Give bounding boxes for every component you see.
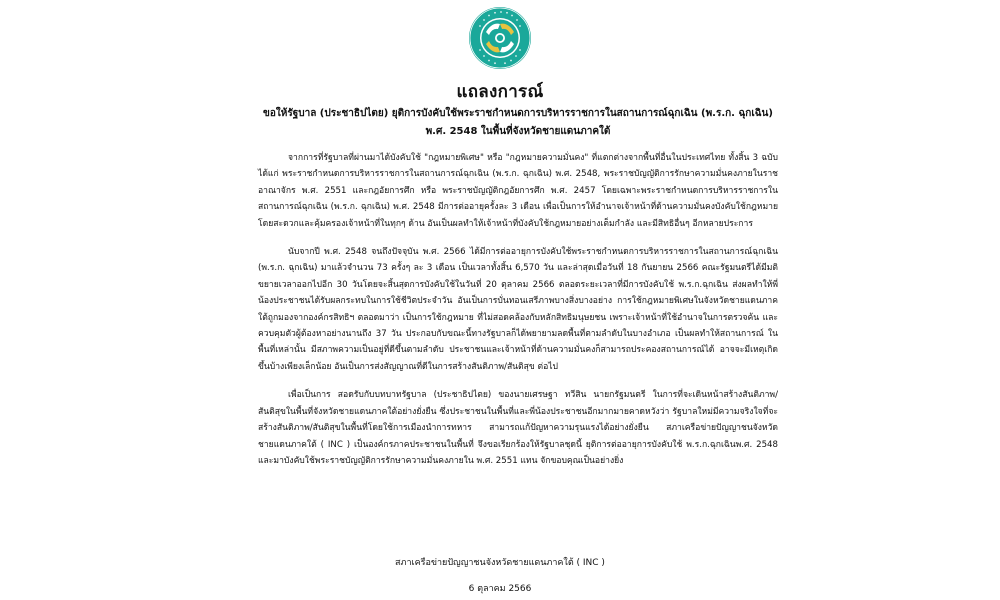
statement-date: 6 ตุลาคม 2566 (468, 584, 532, 594)
inc-network-logo-icon (468, 6, 532, 70)
page-title: แถลงการณ์ (456, 82, 544, 102)
statement-body (258, 150, 778, 481)
paragraph-1: จากการที่รัฐบาลที่ผ่านมาได้บังคับใช้ "กฎหมายพิเศษ" หรือ "กฎหมายความมั่นคง" ที่แตกต่างจากพื้นที่อื่นในประเทศไทย ทั้งสิ้น 3 ฉบับ ได้แก่ พระราชกำหนดการบริหารราชการในสถานการณ์ฉุกเฉิน (พ.ร.ก. ฉุกเฉิน) พ.ศ. 2548, พระราชบัญญัติการรักษาความมั่นคงภายในราชอาณาจักร พ.ศ. 2551 และกฎอัยการศึก หรือ พระราชบัญญัติกฎอัยการศึก พ.ศ. 2457 โดยเฉพาะพระราชกำหนดการบริหารราชการในสถานการณ์ฉุกเฉิน (พ.ร.ก. ฉุกเฉิน) พ.ศ. 2548 มีการต่ออายุครั้งละ 3 เดือน เพื่อเป็นการให้อำนาจเจ้าหน้าที่ด้านความมั่นคงบังคับใช้กฎหมายโดยสะดวกและคุ้มครองเจ้าหน้าที่ในทุกๆ ด้าน อันเป็นผลทำให้เจ้าหน้าที่บังคับใช้กฎหมายอย่างเต็มกำลัง และมีสิทธิอื่นๆ อีกหลายประการ (258, 153, 778, 229)
statement-subtitle: ขอให้รัฐบาล (ประชาธิปไตย) ยุติการบังคับใช้พระราชกำหนดการบริหารราชการในสถานการณ์ฉุกเฉิน (พ.ร.ก. ฉุกเฉิน) พ.ศ. 2548 ในพื้นที่จังหวัดชายแดนภาคใต้ (263, 108, 773, 137)
paragraph-3: เพื่อเป็นการ สอดรับกับบทบาทรัฐบาล (ประชาธิปไตย) ของนายเศรษฐา ทวีสิน นายกรัฐมนตรี ในการที่จะเดินหน้าสร้างสันติภาพ/สันติสุขในพื้นที่จังหวัดชายแดนภาคใต้อย่างยั่งยืน ซึ่งประชาชนในพื้นที่และพี่น้องประชาชนอีกมากมายคาดหวังว่า รัฐบาลใหม่มีความจริงใจที่จะสร้างสันติภาพ/สันติสุขในพื้นที่โดยใช้การเมืองนำการทหาร สามารถแก้ปัญหาความรุนแรงได้อย่างยั่งยืน สภาเครือข่ายปัญญาชนจังหวัดชายแดนภาคใต้ ( INC ) เป็นองค์กรภาคประชาชนในพื้นที่ จึงขอเรียกร้องให้รัฐบาลชุดนี้ ยุติการต่ออายุการบังคับใช้ พ.ร.ก.ฉุกเฉินพ.ศ. 2548 และมาบังคับใช้พระราชบัญญัติการรักษาความมั่นคงภายใน พ.ศ. 2551 แทน จักขอบคุณเป็นอย่างยิ่ง (258, 390, 778, 466)
organization-logo (468, 6, 532, 70)
signature-organization: สภาเครือข่ายปัญญาชนจังหวัดชายแดนภาคใต้ ( INC ) (395, 558, 605, 568)
paragraph-2: นับจากปี พ.ศ. 2548 จนถึงปัจจุบัน พ.ศ. 2566 ได้มีการต่ออายุการบังคับใช้พระราชกำหนดการบริหารราชการในสถานการณ์ฉุกเฉิน (พ.ร.ก. ฉุกเฉิน) มาแล้วจำนวน 73 ครั้งๆ ละ 3 เดือน เป็นเวลาทั้งสิ้น 6,570 วัน และล่าสุดเมื่อวันที่ 18 กันยายน 2566 คณะรัฐมนตรีได้มีมติขยายเวลาออกไปอีก 30 วันโดยจะสิ้นสุดการบังคับใช้ในวันที่ 20 ตุลาคม 2566 ตลอดระยะเวลาที่มีการบังคับใช้ พ.ร.ก.ฉุกเฉิน ส่งผลทำให้พี่น้องประชาชนได้รับผลกระทบในการใช้ชีวิตประจำวัน อันเป็นการบั่นทอนเสรีภาพบางสิ่งบางอย่าง การใช้กฎหมายพิเศษในจังหวัดชายแดนภาคใต้ถูกมองจากองค์กรสิทธิฯ ตลอดมาว่า เป็นการใช้กฎหมาย ที่ไม่สอดคล้องกับหลักสิทธิมนุษยชน เพราะเจ้าหน้าที่ใช้อำนาจในการตรวจค้น และควบคุมตัวผู้ต้องหาอย่างนานถึง 37 วัน ประกอบกับขณะนี้ทางรัฐบาลก็ได้พยายามลดพื้นที่ตามลำดับในบางอำเภอ เป็นผลทำให้สถานการณ์ ในพื้นที่เหล่านั้น มีสภาพความเป็นอยู่ที่ดีขึ้นตามลำดับ ประชาชนและเจ้าหน้าที่ด้านความมั่นคงก็สามารถประคองสถานการณ์ได้ อาจจะมีเหตุเกิดขึ้นบ้างเพียงเล็กน้อย อันเป็นการส่งสัญญาณที่ดีในการสร้างสันติภาพ/สันติสุข ต่อไป (258, 247, 778, 372)
